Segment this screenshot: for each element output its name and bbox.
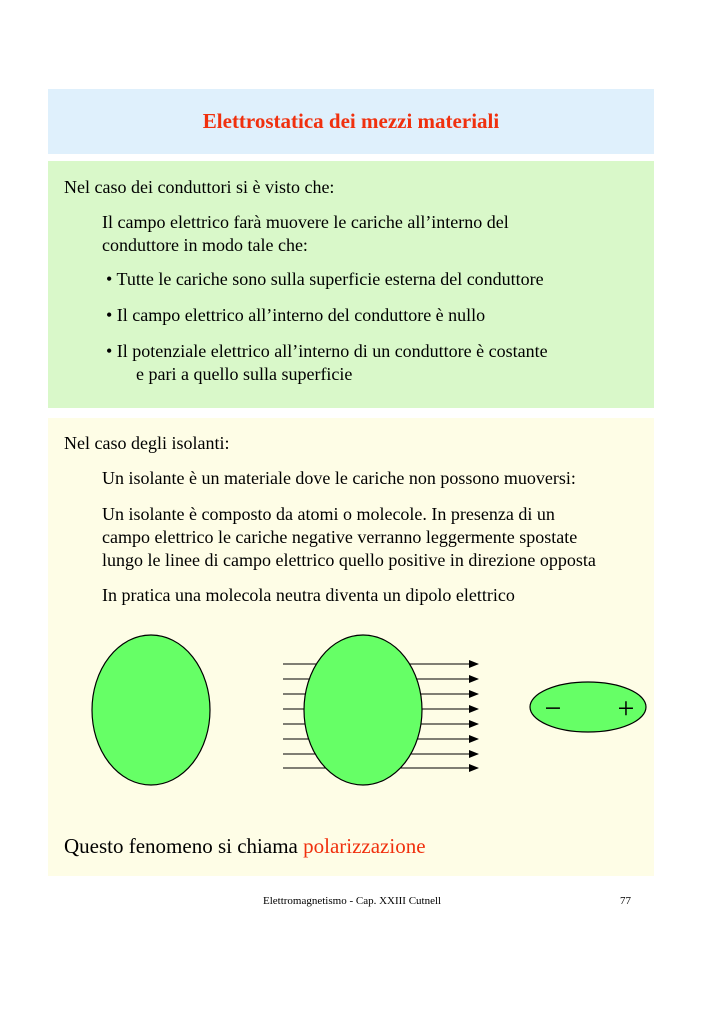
conductors-bullet-2: • Il campo elettrico all’interno del conduttore è nullo	[106, 305, 486, 325]
footer-text: Elettromagnetismo - Cap. XXIII Cutnell	[263, 895, 442, 907]
conductors-bullet-1: • Tutte le cariche sono sulla superficie esterna del conduttore	[106, 269, 544, 289]
neutral-sphere	[92, 635, 210, 785]
insulators-paragraph-1: Un isolante è un materiale dove le cariche non possono muoversi:	[102, 468, 576, 488]
page-title: Elettrostatica dei mezzi materiali	[202, 109, 500, 133]
conclusion	[64, 833, 426, 859]
dipole-plus: +	[617, 692, 635, 725]
conductors-paragraph-line2: conduttore in modo tale che:	[102, 235, 308, 255]
conclusion-term: polarizzazione	[303, 834, 426, 858]
title-box	[48, 89, 654, 154]
conductors-intro: Nel caso dei conduttori si è visto che:	[64, 177, 335, 197]
insulators-paragraph-2-line3: lungo le linee di campo elettrico quello positive in direzione opposta	[102, 550, 596, 570]
page-number: 77	[620, 895, 631, 907]
conductors-bullet-3-line2: e pari a quello sulla superficie	[136, 364, 353, 384]
insulators-paragraph-2-line1: Un isolante è composto da atomi o molecole. In presenza di un	[102, 504, 555, 524]
conclusion-prefix: Questo fenomeno si chiama	[64, 834, 304, 858]
conductors-paragraph-line1: Il campo elettrico farà muovere le cariche all’interno del	[102, 212, 509, 232]
polarization-diagram	[48, 620, 654, 790]
sphere-in-field	[304, 635, 422, 785]
insulators-paragraph-3: In pratica una molecola neutra diventa un dipolo elettrico	[102, 585, 515, 605]
dipole-minus: −	[544, 692, 562, 725]
conductors-bullet-3-line1: • Il potenziale elettrico all’interno di un conduttore è costante	[106, 341, 548, 361]
insulators-intro: Nel caso degli isolanti:	[64, 433, 230, 453]
insulators-paragraph-2-line2: campo elettrico le cariche negative verranno leggermente spostate	[102, 527, 578, 547]
